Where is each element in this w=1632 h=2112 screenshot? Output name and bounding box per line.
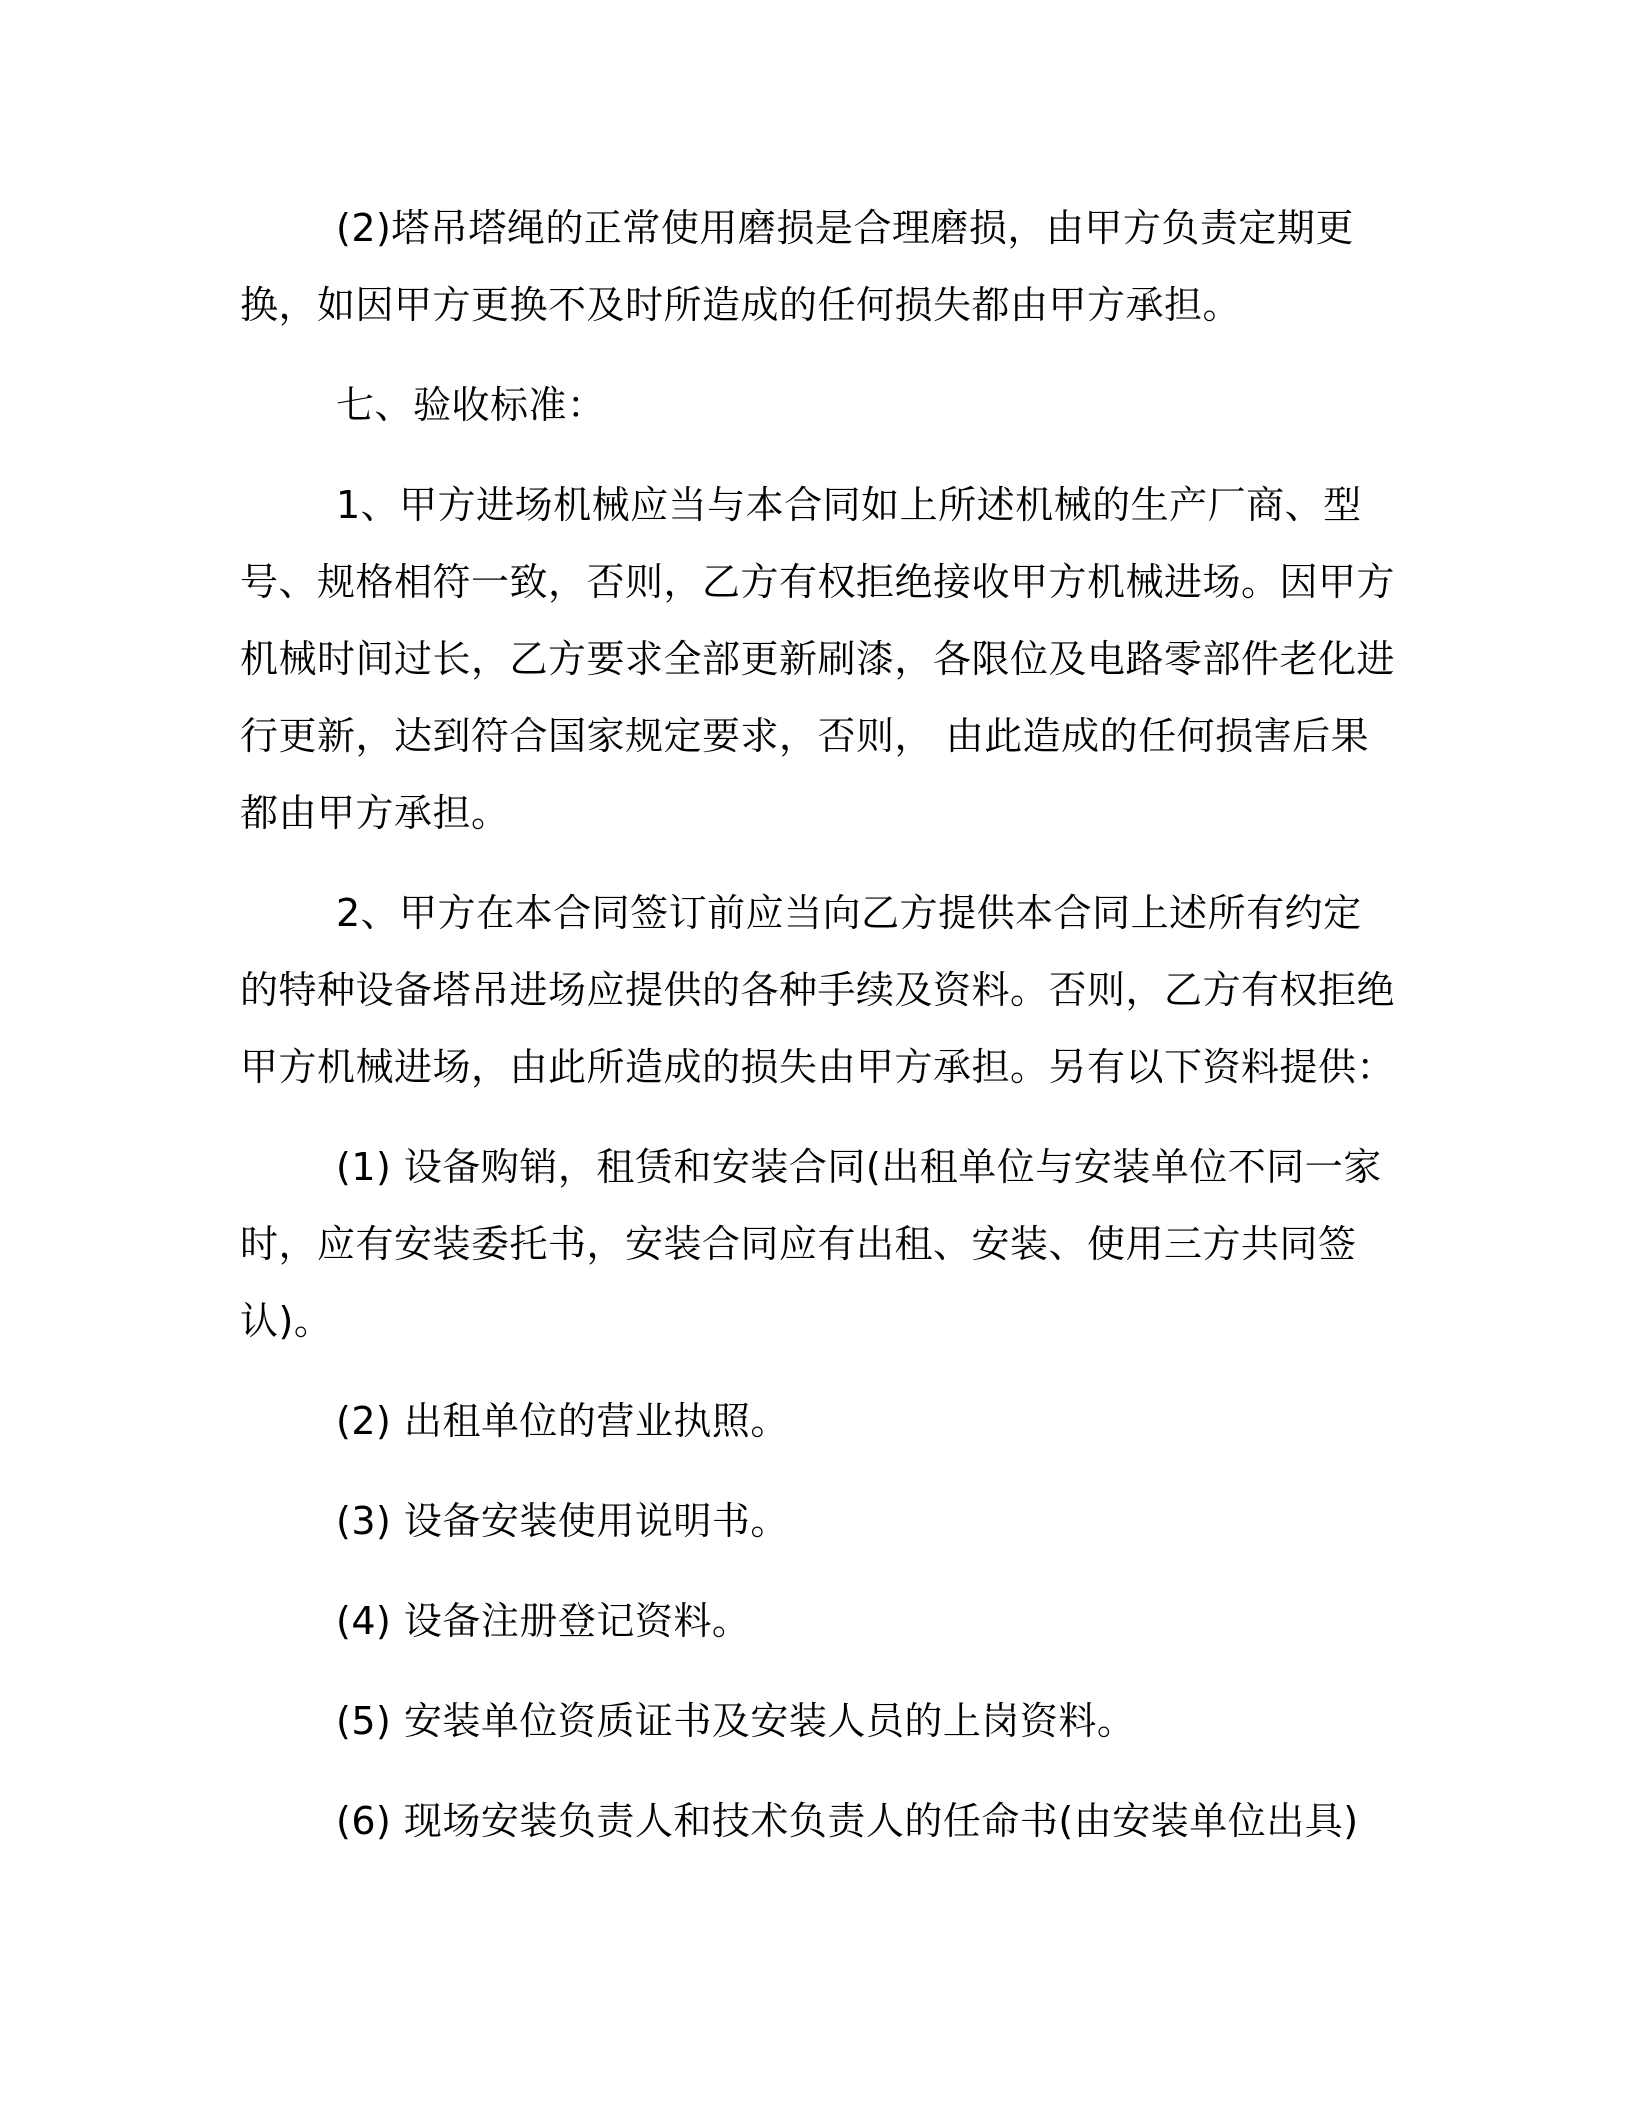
list-item-2-business-license: (2) 出租单位的营业执照。 xyxy=(336,1399,789,1443)
paragraph-clause-1-machinery-match: 1、甲方进场机械应当与本合同如上所述机械的生产厂商、型号、规格相符一致，否则，乙方有权拒绝接收甲方机械进场。因甲方机械时间过长，乙方要求全部更新刷漆，各限位及电路零部件老化进行更新，达到符合国家规定要求，否则， 由此造成的任何损害后果都由甲方承担。 xyxy=(240,483,1396,835)
list-item-4-registration: (4) 设备注册登记资料。 xyxy=(336,1599,751,1643)
document-body xyxy=(240,190,1400,1883)
list-item-5-qualification: (5) 安装单位资质证书及安装人员的上岗资料。 xyxy=(336,1699,1136,1743)
list-item-3-manual: (3) 设备安装使用说明书。 xyxy=(336,1499,789,1543)
list-item-1-contracts: (1) 设备购销，租赁和安装合同(出租单位与安装单位不同一家时，应有安装委托书，安装合同应有出租、安装、使用三方共同签认)。 xyxy=(240,1145,1382,1343)
paragraph-wire-rope-wear: (2)塔吊塔绳的正常使用磨损是合理磨损，由甲方负责定期更换，如因甲方更换不及时所造成的任何损失都由甲方承担。 xyxy=(240,206,1354,327)
section-heading-acceptance-standard: 七、验收标准： xyxy=(336,383,606,427)
list-item-6-appointment: (6) 现场安装负责人和技术负责人的任命书(由安装单位出具) xyxy=(336,1799,1359,1843)
paragraph-clause-2-documents: 2、甲方在本合同签订前应当向乙方提供本合同上述所有约定的特种设备塔吊进场应提供的各种手续及资料。否则，乙方有权拒绝甲方机械进场，由此所造成的损失由甲方承担。另有以下资料提供： xyxy=(240,891,1396,1089)
